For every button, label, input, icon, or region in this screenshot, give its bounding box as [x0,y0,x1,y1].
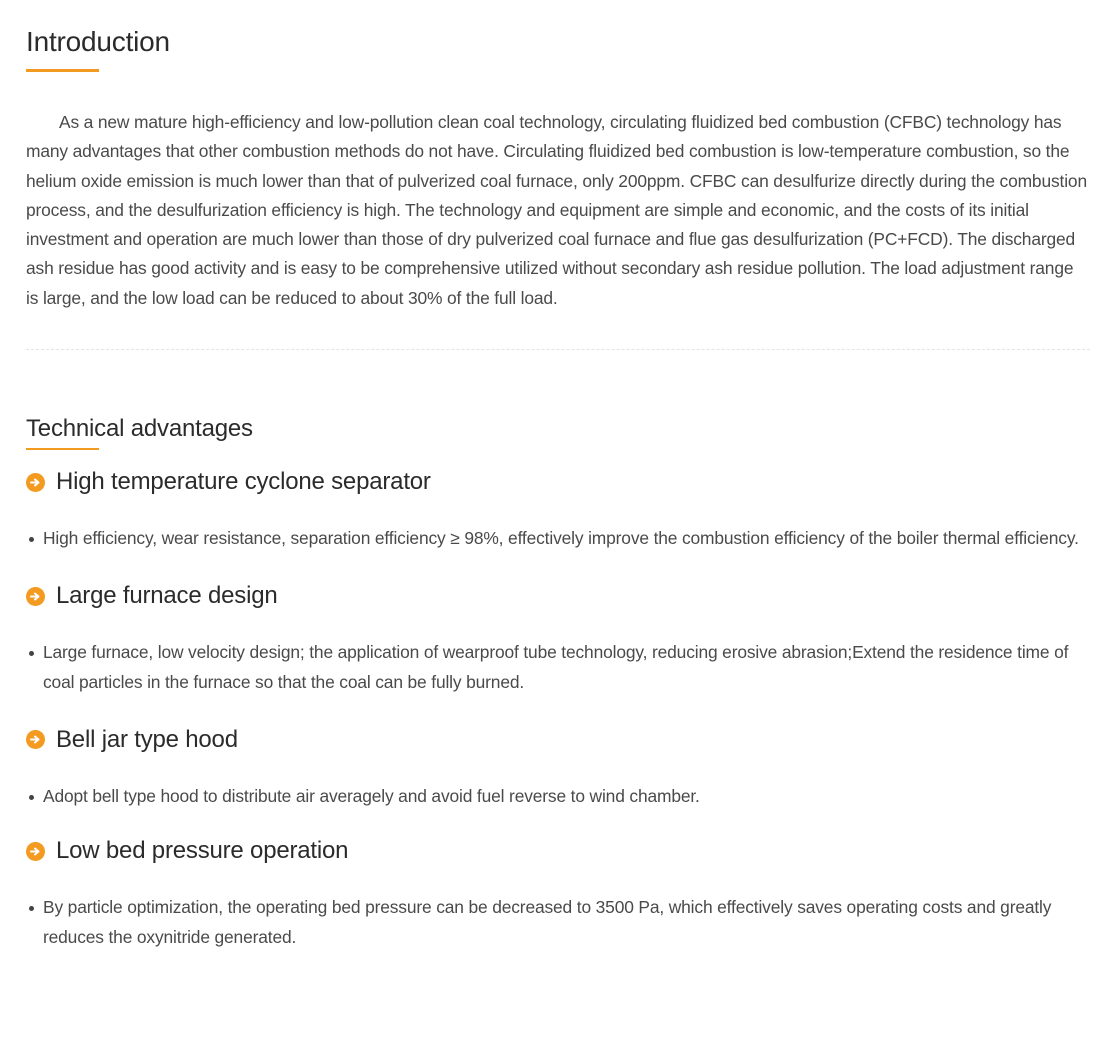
bullet-dot-icon [26,638,43,697]
feature-title: High temperature cyclone separator [56,468,431,496]
feature-description: High efficiency, wear resistance, separation efficiency ≥ 98%, effectively improve the combustion efficiency of the boiler thermal efficiency. [43,528,1079,549]
section-divider [26,349,1090,350]
feature-item [26,836,1087,952]
feature-title-row [26,725,1087,755]
introduction-heading-text: Introduction [26,26,170,57]
introduction-section [26,0,1087,313]
feature-bullet [26,893,1087,952]
heading-underline [26,69,99,72]
feature-description: By particle optimization, the operating bed pressure can be decreased to 3500 Pa, which effectively saves operating costs and greatly reduces the oxynitride generated. [43,897,1052,947]
feature-title: Large furnace design [56,582,278,610]
bullet-dot-icon [26,524,43,553]
introduction-heading [26,0,170,72]
bullet-dot-icon [26,782,43,811]
feature-bullet [26,638,1087,697]
arrow-circle-icon [26,473,45,492]
arrow-circle-icon [26,587,45,606]
bullet-dot-icon [26,893,43,952]
technical-advantages-heading-text: Technical advantages [26,415,253,443]
feature-bullet [26,524,1087,553]
feature-bullet [26,782,1087,811]
feature-title-row [26,581,1087,611]
feature-title-row [26,467,1087,497]
feature-title-row [26,836,1087,866]
introduction-paragraph: As a new mature high-efficiency and low-pollution clean coal technology, circulating fluidized bed combustion (CFBC) technology has many advantages that other combustion methods do not have. Circulating fluidized bed combustion is low-temperature combustion, so the helium oxide emission is much lower than that of pulverized coal furnace, only 200ppm. CFBC can desulfurize directly during the combustion process, and the desulfurization efficiency is high. The technology and equipment are simple and economic, and the costs of its initial investment and operation are much lower than those of dry pulverized coal furnace and flue gas desulfurization (PC+FCD). The discharged ash residue has good activity and is easy to be comprehensive utilized without secondary ash residue pollution. The load adjustment range is large, and the low load can be reduced to about 30% of the full load. [26,112,1087,308]
technical-advantages-heading [26,414,253,450]
technical-advantages-section [26,414,1087,952]
feature-description: Adopt bell type hood to distribute air averagely and avoid fuel reverse to wind chamber. [43,785,700,806]
feature-title: Low bed pressure operation [56,837,349,865]
feature-description: Large furnace, low velocity design; the application of wearproof tube technology, reducing erosive abrasion;Extend the residence time of coal particles in the furnace so that the coal can be fully burned. [43,642,1069,692]
arrow-circle-icon [26,730,45,749]
arrow-circle-icon [26,842,45,861]
heading-underline [26,448,99,450]
feature-title: Bell jar type hood [56,725,238,753]
feature-item [26,581,1087,697]
feature-item [26,725,1087,811]
feature-item [26,467,1087,553]
